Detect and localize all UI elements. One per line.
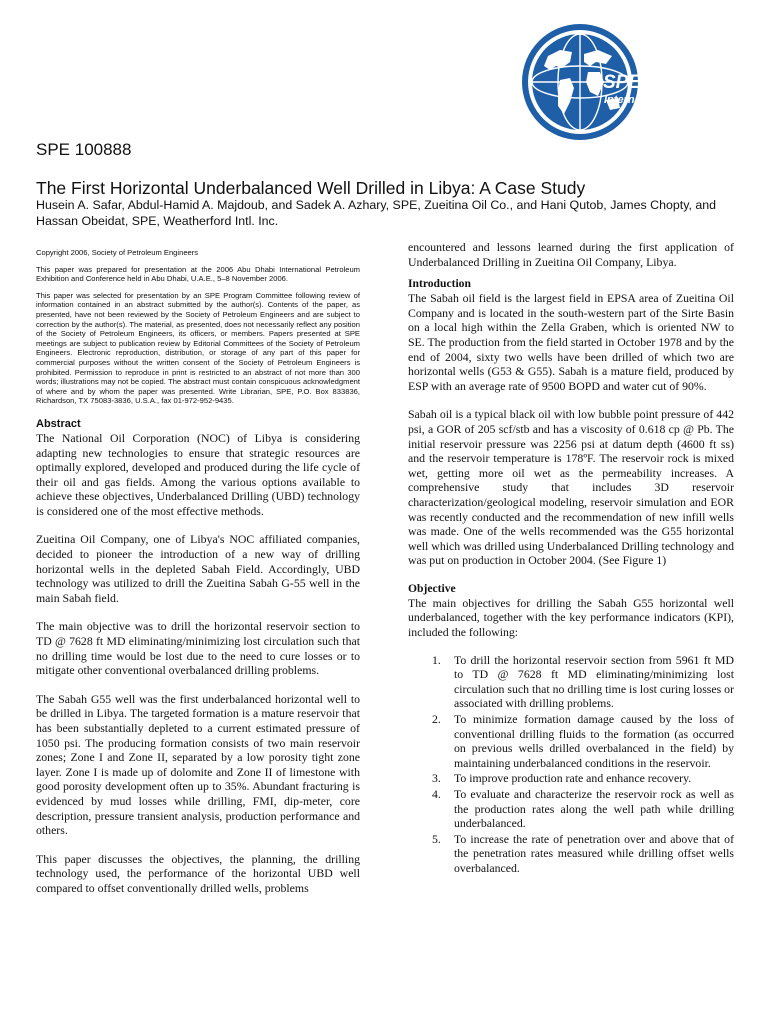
objective-list — [408, 653, 734, 876]
abstract-paragraph: The Sabah G55 well was the first underbalanced horizontal well to be drilled in Libya. The targeted formation is a mature reservoir that has been substantially depleted to a current estimated pressure of 1050 psi. The producing formation consists of two main reservoir zones; Zone I and Zone II, separated by a low porosity tight zone layer. Zone I is made up of dolomite and Zone II of limestone with good porosity development often up to 35%. Abundant fracturing is evidenced by mud losses while drilling, FMI, dip-meter, core description, pressure transient analysis, production performance and others. — [36, 691, 360, 838]
abstract-paragraph: This paper discusses the objectives, the planning, the drilling technology used, the performance of the horizontal UBD well compared to offset conventionally drilled wells, problems — [36, 851, 360, 895]
list-item-text: To improve production rate and enhance recovery. — [454, 771, 692, 786]
logo-international-text: International — [604, 94, 671, 106]
introduction-heading: Introduction — [408, 277, 471, 291]
paper-title: The First Horizontal Underbalanced Well Drilled in Libya: A Case Study — [36, 178, 586, 198]
list-item-number: 1. — [432, 652, 441, 667]
right-column — [408, 240, 734, 877]
abstract-paragraph: The National Oil Corporation (NOC) of Libya is considering adapting new technologies to ensure that strategic resources are optimally explored, developed and produced during the life cycle of their oil and gas fields. Among the various options available to achieve these objectives, Underbalanced Drilling (UBD) technology is considered one of the most effective methods. — [36, 430, 360, 518]
paper-number: SPE 100888 — [36, 140, 132, 159]
list-item-text: To drill the horizontal reservoir section from 5961 ft MD to TD @ 7628 ft MD eliminating/minimizing lost circulation such that no drilling time is lost curing losses or associated with drilling problems. — [454, 652, 734, 711]
objective-heading: Objective — [408, 581, 456, 595]
list-item-text: To increase the rate of penetration over and above that of the penetration rates measured while drilling offset wells overbalanced. — [454, 831, 734, 875]
abstract-paragraph: Zueitina Oil Company, one of Libya's NOC affiliated companies, decided to pioneer the introduction of a new way of drilling horizontal wells in the depleted Sabah Field. Accordingly, UBD technology was utilized to drill the Zueitina Sabah G-55 well in the main Sabah field. — [36, 532, 360, 605]
spe-international-logo — [500, 22, 678, 144]
abstract-continuation: encountered and lessons learned during the first application of Underbalanced Drilling in Zueitina Oil Company, Libya. — [408, 240, 734, 269]
abstract-paragraph: The main objective was to drill the horizontal reservoir section to TD @ 7628 ft MD eliminating/minimizing lost circulation such that no drilling time would be lost due to the need to cure losses or to mitigate other conventional overbalanced drilling problems. — [36, 619, 360, 678]
left-column — [36, 248, 360, 896]
list-item-number: 4. — [432, 787, 441, 801]
logo-spe-text: SPE — [603, 72, 642, 93]
list-item-number: 5. — [432, 831, 441, 846]
list-item — [408, 712, 734, 770]
introduction-paragraph: The Sabah oil field is the largest field in EPSA area of Zueitina Oil Company and is located in the south-western part of the Sirte Basin on a local high within the Zella Graben, which is oriented NW to SE. The production from the field started in October 1978 and by the end of 2004, sixty two wells have been drilled of which two are horizontal wells (G53 & G55). Sabah is a mature field, produced by ESP with an average rate of 9500 BOPD and water cut of 90%. — [408, 291, 734, 393]
presentation-notice: This paper was prepared for presentation at the 2006 Abu Dhabi International Petroleum Exhibition and Conference held in Abu Dhabi, U.A.E., 5–8 November 2006. — [36, 264, 360, 284]
list-item — [408, 653, 734, 711]
list-item — [408, 832, 734, 876]
list-item-text: To minimize formation damage caused by the loss of conventional drilling fluids to the formation (as occurred on previous wells drilled overbalanced in the field) by maintaining underbalanced conditions in the reservoir. — [454, 712, 734, 770]
list-item-number: 2. — [432, 712, 441, 727]
author-list: Husein A. Safar, Abdul-Hamid A. Majdoub, and Sadek A. Azhary, SPE, Zueitina Oil Co., and Hani Qutob, James Chopty, and Hassan Obeidat, SPE, Weatherford Intl. Inc. — [36, 198, 717, 228]
abstract-heading: Abstract — [36, 417, 81, 430]
list-item-number: 3. — [432, 771, 441, 786]
review-notice: This paper was selected for presentation by an SPE Program Committee following review of information contained in an abstract submitted by the author(s). Contents of the paper, as presented, have not been reviewed by the Society of Petroleum Engineers and are subject to correction by the author(s). The material, as presented, does not necessarily reflect any position of the Society of Petroleum Engineers, its officers, or members. Papers presented at SPE meetings are subject to publication review by Editorial Committees of the Society of Petroleum Engineers. Electronic reproduction, distribution, or storage of any part of this paper for commercial purposes without the written consent of the Society of Petroleum Engineers is prohibited. Permission to reproduce in print is restricted to an abstract of not more than 300 words; illustrations may not be copied. The abstract must contain conspicuous acknowledgment of where and by whom the paper was presented. Write Librarian, SPE, P.O. Box 833836, Richardson, TX 75083-3836, U.S.A., fax 01-972-952-9435. — [36, 290, 360, 406]
list-item — [408, 771, 734, 786]
list-item — [408, 787, 734, 831]
objective-intro: The main objectives for drilling the Sabah G55 horizontal well underbalanced, together with the key performance indicators (KPI), included the following: — [408, 595, 734, 640]
introduction-paragraph: Sabah oil is a typical black oil with low bubble point pressure of 442 psi, a GOR of 205 scf/stb and has a viscosity of 0.618 cp @ Pb. The initial reservoir pressure was 2256 psi at datum depth (4600 ft ss) and the reservoir temperature is 178ºF. The reservoir rock is mixed wet, getting more oil wet as the permeability increases. A comprehensive study that includes 3D reservoir characterization/geological modeling, reservoir simulation and EOR was recently conducted and the recommendation of new infill wells was made. One of the wells recommended was the G55 horizontal well which was drilled using Underbalanced Drilling technology and was put on production in October 2004. (See Figure 1) — [408, 407, 734, 568]
list-item-text: To evaluate and characterize the reservoir rock as well as the production rates along the well path while drilling underbalanced. — [454, 787, 734, 831]
copyright-notice: Copyright 2006, Society of Petroleum Engineers — [36, 248, 199, 257]
